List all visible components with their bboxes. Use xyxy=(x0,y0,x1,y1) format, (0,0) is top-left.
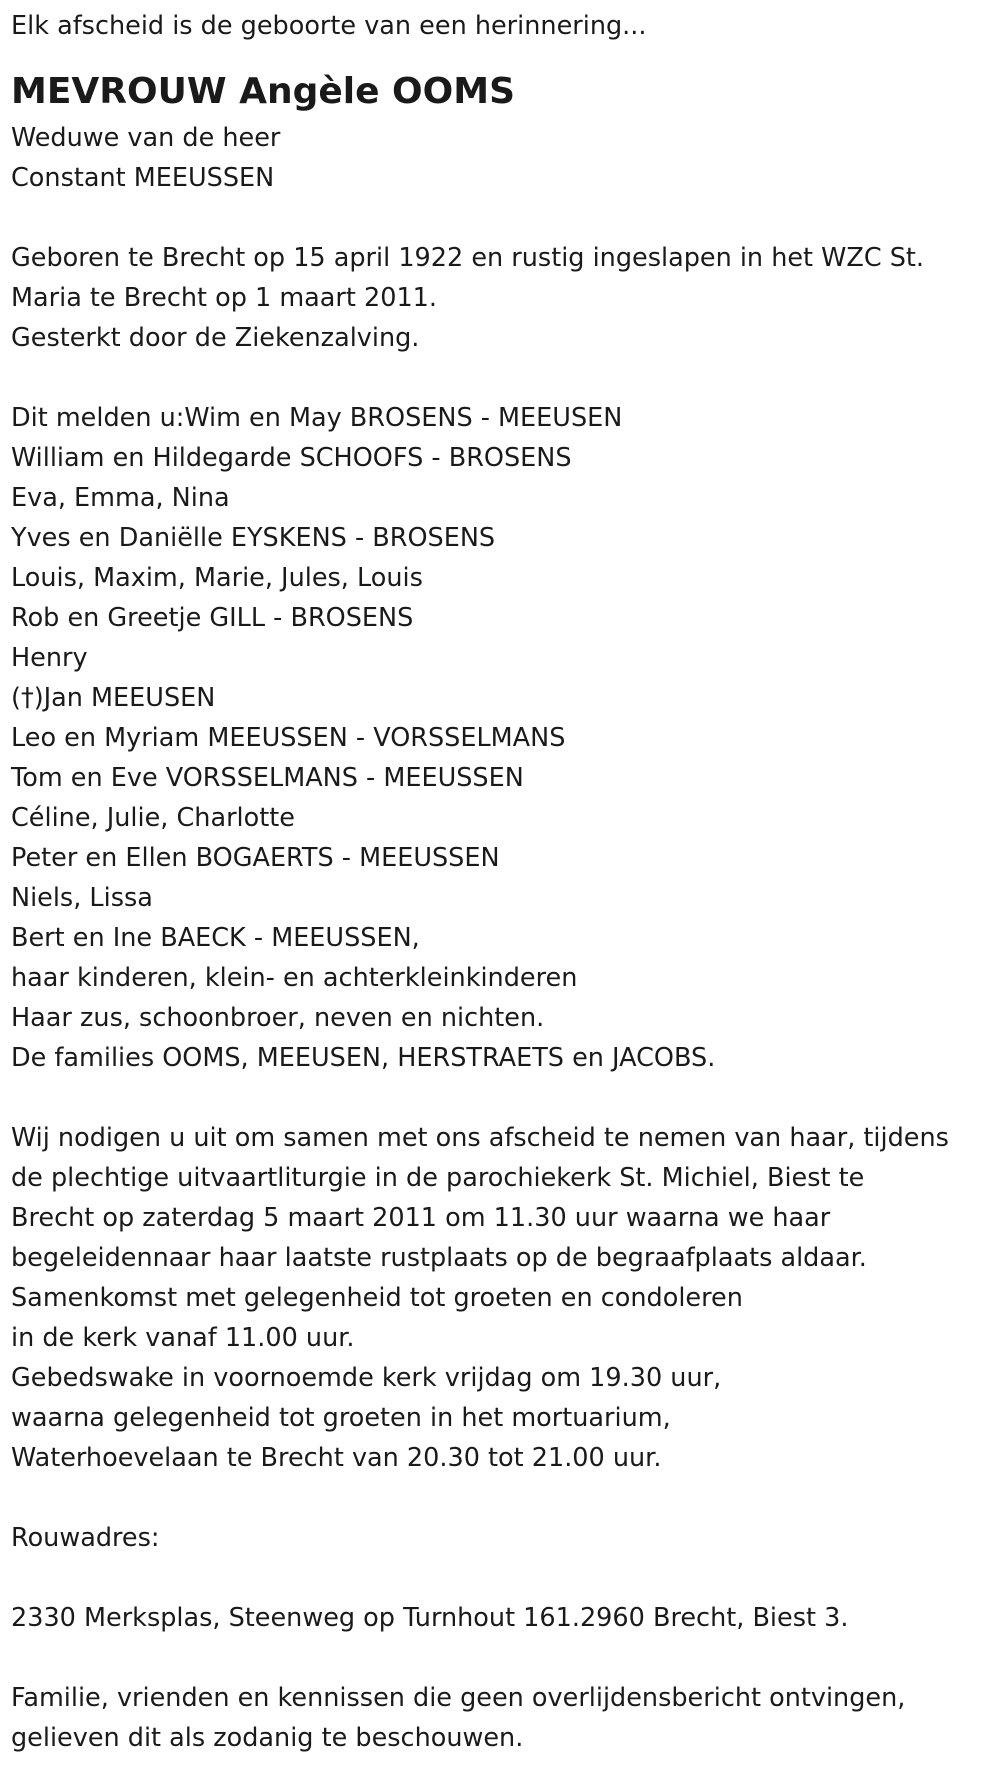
spacer xyxy=(11,1478,991,1518)
life-line: Gesterkt door de Ziekenzalving. xyxy=(11,323,420,353)
ceremony-line: de plechtige uitvaartliturgie in de parochiekerk St. Michiel, Biest te xyxy=(11,1163,865,1193)
family-line: Céline, Julie, Charlotte xyxy=(11,803,295,833)
family-line: De families OOMS, MEEUSEN, HERSTRAETS en JACOBS. xyxy=(11,1043,716,1073)
life-section xyxy=(11,238,991,358)
ceremony-line: Waterhoevelaan te Brecht van 20.30 tot 21.00 uur. xyxy=(11,1443,662,1473)
spacer xyxy=(11,198,991,238)
deceased-name: MEVROUW Angèle OOMS xyxy=(11,71,515,112)
closing-line: Familie, vrienden en kennissen die geen overlijdensbericht ontvingen, xyxy=(11,1683,906,1713)
ceremony-line: Gebedswake in voornoemde kerk vrijdag om 19.30 uur, xyxy=(11,1363,722,1393)
ceremony-line: Wij nodigen u uit om samen met ons afscheid te nemen van haar, tijdens xyxy=(11,1123,949,1153)
spouse-section xyxy=(11,118,991,198)
family-line: Dit melden u:Wim en May BROSENS - MEEUSEN xyxy=(11,403,623,433)
spacer xyxy=(11,1558,991,1598)
spouse-line: Weduwe van de heer xyxy=(11,123,281,153)
life-line: Maria te Brecht op 1 maart 2011. xyxy=(11,283,438,313)
death-notice xyxy=(11,6,991,1758)
mourning-address: 2330 Merksplas, Steenweg op Turnhout 161.2960 Brecht, Biest 3. xyxy=(11,1603,849,1633)
spacer xyxy=(11,1078,991,1118)
family-line: Niels, Lissa xyxy=(11,883,153,913)
ceremony-line: waarna gelegenheid tot groeten in het mortuarium, xyxy=(11,1403,671,1433)
address-label: Rouwadres: xyxy=(11,1523,160,1553)
ceremony-line: begeleidennaar haar laatste rustplaats op de begraafplaats aldaar. xyxy=(11,1243,867,1273)
family-line: William en Hildegarde SCHOOFS - BROSENS xyxy=(11,443,572,473)
family-line: Yves en Daniëlle EYSKENS - BROSENS xyxy=(11,523,496,553)
intro-quote: Elk afscheid is de geboorte van een herinnering... xyxy=(11,11,647,41)
family-line: Leo en Myriam MEEUSSEN - VORSSELMANS xyxy=(11,723,566,753)
family-section xyxy=(11,398,991,1078)
family-line: Tom en Eve VORSSELMANS - MEEUSSEN xyxy=(11,763,524,793)
family-line: Bert en Ine BAECK - MEEUSSEN, xyxy=(11,923,420,953)
family-line: Eva, Emma, Nina xyxy=(11,483,230,513)
family-line: Rob en Greetje GILL - BROSENS xyxy=(11,603,414,633)
ceremony-line: in de kerk vanaf 11.00 uur. xyxy=(11,1323,355,1353)
family-line: Haar zus, schoonbroer, neven en nichten. xyxy=(11,1003,545,1033)
closing-section xyxy=(11,1678,991,1758)
ceremony-section xyxy=(11,1118,991,1478)
family-line: haar kinderen, klein- en achterkleinkinderen xyxy=(11,963,578,993)
ceremony-line: Brecht op zaterdag 5 maart 2011 om 11.30 uur waarna we haar xyxy=(11,1203,831,1233)
family-line: Henry xyxy=(11,643,88,673)
spouse-line: Constant MEEUSSEN xyxy=(11,163,275,193)
spacer xyxy=(11,1638,991,1678)
family-line: Louis, Maxim, Marie, Jules, Louis xyxy=(11,563,423,593)
spacer xyxy=(11,358,991,398)
closing-line: gelieven dit als zodanig te beschouwen. xyxy=(11,1723,524,1753)
family-line: (†)Jan MEEUSEN xyxy=(11,683,216,713)
ceremony-line: Samenkomst met gelegenheid tot groeten en condoleren xyxy=(11,1283,743,1313)
life-line: Geboren te Brecht op 15 april 1922 en rustig ingeslapen in het WZC St. xyxy=(11,243,925,273)
family-line: Peter en Ellen BOGAERTS - MEEUSSEN xyxy=(11,843,500,873)
